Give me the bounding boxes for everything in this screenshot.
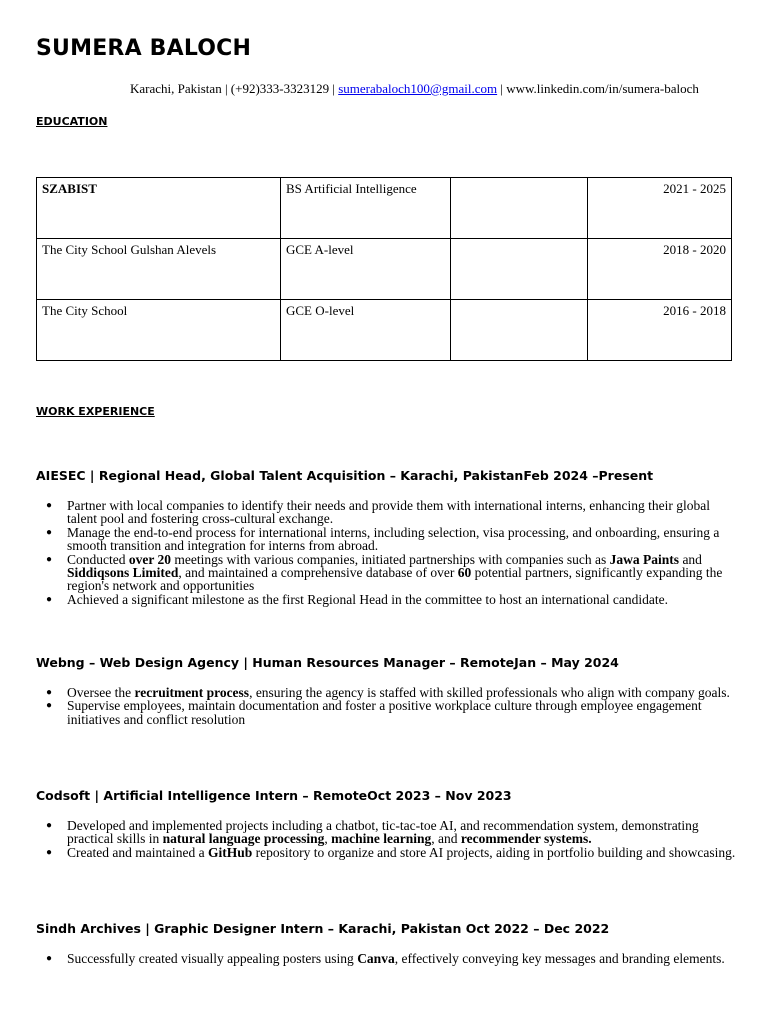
list-item: ● Manage the end-to-end process for international interns, including selection, visa processing, and onboarding, ensuring a smooth transition and integration for interns from abroad.: [36, 526, 736, 553]
table-row: [37, 239, 732, 300]
education-years: 2018 - 2020: [588, 239, 732, 300]
bold-text: natural language processing: [162, 831, 325, 847]
bold-text: machine learning: [331, 831, 432, 847]
education-heading: EDUCATION: [36, 115, 108, 128]
job-title-sindh-archives: Sindh Archives | Graphic Designer Intern – Karachi, Pakistan Oct 2022 – Dec 2022: [36, 921, 610, 936]
education-blank-cell: [451, 178, 588, 239]
education-degree: GCE A-level: [281, 239, 451, 300]
contact-line: [130, 81, 699, 97]
list-item: ● Achieved a significant milestone as the first Regional Head in the committee to host an international candidate.: [36, 593, 736, 606]
education-institution: The City School Gulshan Alevels: [37, 239, 281, 300]
bold-text: recruitment process: [134, 685, 250, 700]
contact-linkedin: | www.linkedin.com/in/sumera-baloch: [497, 81, 699, 96]
bold-text: Siddiqsons Limited: [67, 565, 179, 581]
job-title-codsoft: Codsoft | Artificial Intelligence Intern – RemoteOct 2023 – Nov 2023: [36, 788, 512, 803]
list-item: ● Successfully created visually appealing posters using Canva, effectively conveying key messages and branding elements.: [36, 952, 736, 965]
education-blank-cell: [451, 239, 588, 300]
job-title-webng: Webng – Web Design Agency | Human Resources Manager – RemoteJan – May 2024: [36, 655, 619, 670]
list-item: ● Partner with local companies to identify their needs and provide them with international interns, enhancing their global talent pool and fostering cross-cultural exchange.: [36, 499, 736, 526]
bold-text: GitHub: [207, 844, 253, 860]
list-item: ● Conducted over 20 meetings with various companies, initiated partnerships with companies such as Jawa Paints and Siddiqsons Limited, and maintained a comprehensive database of over 60 potential partners, significantly expanding the region's network and opportunities: [36, 553, 736, 593]
education-blank-cell: [451, 300, 588, 361]
bold-text: over 20: [128, 551, 171, 567]
bold-text: 60: [457, 565, 472, 581]
list-item: ● Developed and implemented projects including a chatbot, tic-tac-toe AI, and recommendation system, demonstrating practical skills in natural language processing, machine learning, and recommender systems.: [36, 819, 736, 846]
education-degree: BS Artificial Intelligence: [281, 178, 451, 239]
job-bullets-sindh-archives: [36, 952, 736, 965]
list-item: ● Created and maintained a GitHub repository to organize and store AI projects, aiding in portfolio building and showcasing.: [36, 846, 736, 859]
candidate-name: SUMERA BALOCH: [36, 36, 252, 61]
contact-location-phone: Karachi, Pakistan | (+92)333-3323129 |: [130, 81, 339, 96]
list-item: ● Supervise employees, maintain documentation and foster a positive workplace culture through employee engagement initiatives and conflict resolution: [36, 699, 736, 726]
bold-text: Canva: [357, 951, 395, 966]
education-years: 2016 - 2018: [588, 300, 732, 361]
table-row: [37, 300, 732, 361]
bold-text: recommender systems.: [460, 831, 592, 847]
education-years: 2021 - 2025: [588, 178, 732, 239]
bold-text: Jawa Paints: [609, 551, 680, 567]
work-experience-heading: WORK EXPERIENCE: [36, 405, 155, 418]
job-title-aiesec: AIESEC | Regional Head, Global Talent Acquisition – Karachi, PakistanFeb 2024 –Present: [36, 468, 654, 483]
email-link[interactable]: sumerabaloch100@gmail.com: [338, 81, 498, 96]
job-bullets-webng: [36, 686, 736, 726]
education-institution: SZABIST: [37, 178, 281, 239]
list-item: ● Oversee the recruitment process, ensuring the agency is staffed with skilled professionals who align with company goals.: [36, 686, 736, 699]
education-degree: GCE O-level: [281, 300, 451, 361]
job-bullets-aiesec: [36, 499, 736, 606]
job-bullets-codsoft: [36, 819, 736, 859]
education-institution: The City School: [37, 300, 281, 361]
education-table: [36, 177, 732, 361]
table-row: [37, 178, 732, 239]
